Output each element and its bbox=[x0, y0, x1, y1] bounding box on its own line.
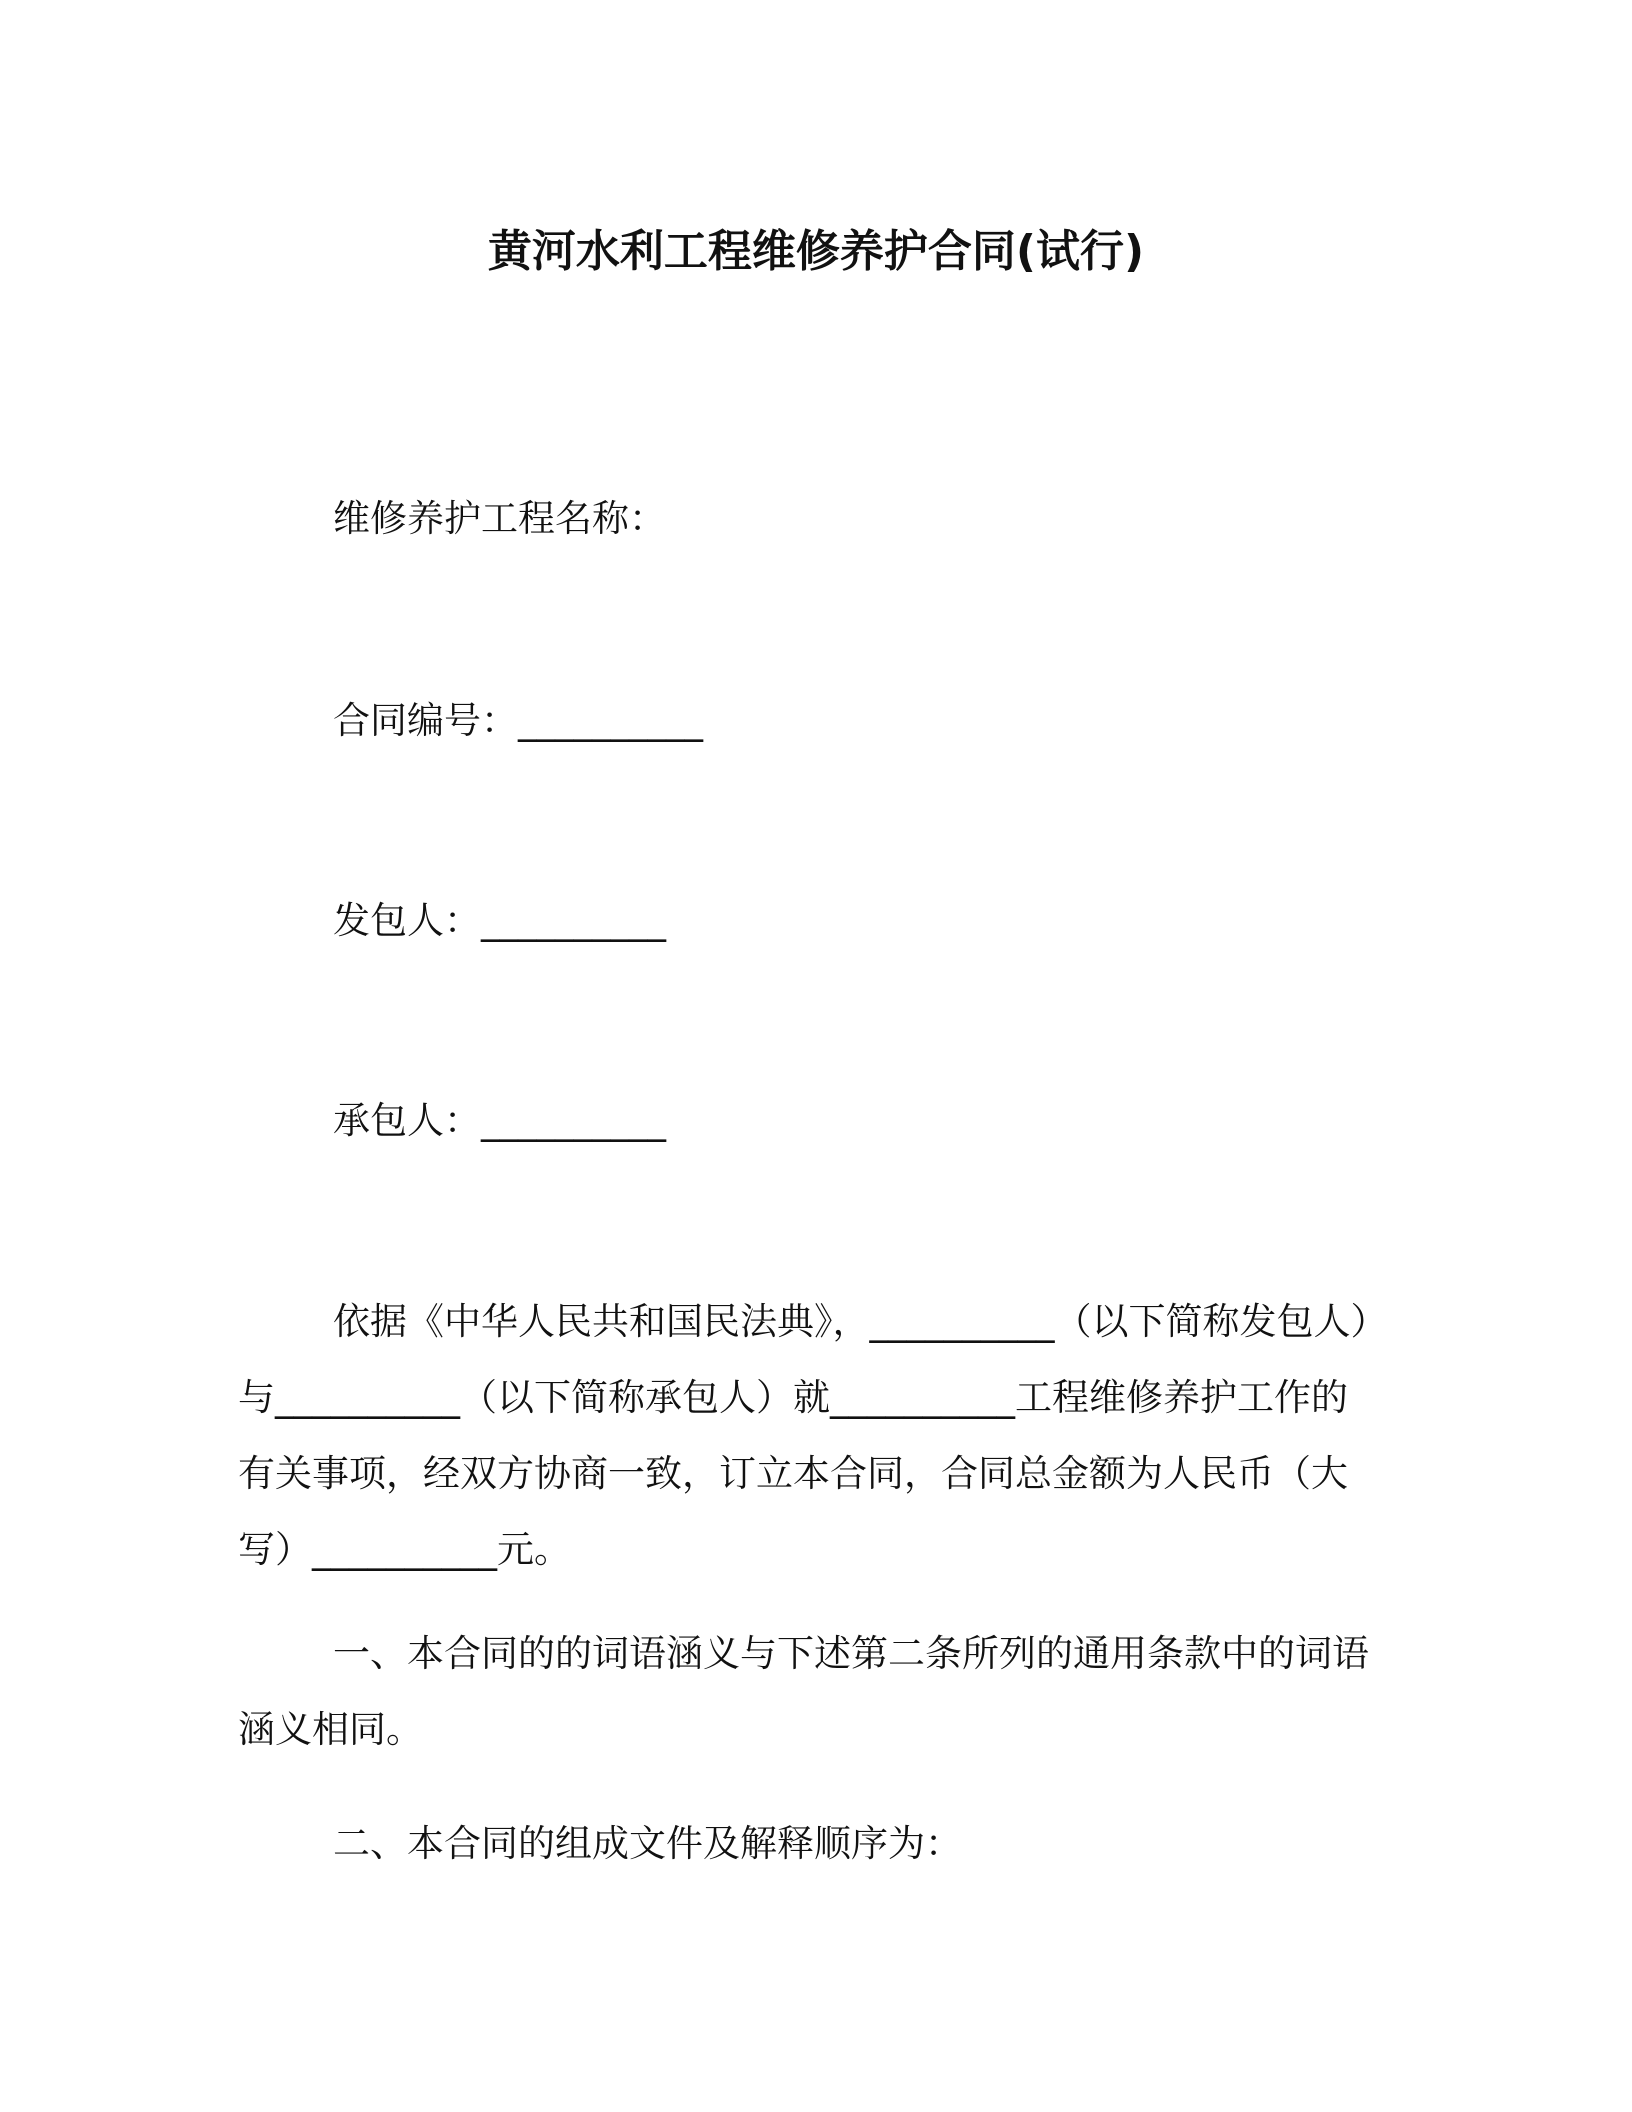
clause-1-paragraph bbox=[238, 1616, 1398, 1768]
document-title: 黄河水利工程维修养护合同(试行) bbox=[487, 226, 1145, 277]
clause-2-paragraph bbox=[238, 1806, 1398, 1882]
intro-paragraph bbox=[238, 1284, 1398, 1588]
employer-field: 发包人：__________ bbox=[333, 899, 666, 942]
clause-line: 二、本合同的组成文件及解释顺序为： bbox=[333, 1822, 962, 1865]
contract-number-field: 合同编号：__________ bbox=[333, 699, 703, 742]
intro-line: 有关事项，经双方协商一致，订立本合同，合同总金额为人民币（大 bbox=[238, 1452, 1348, 1495]
clause-line: 一、本合同的的词语涵义与下述第二条所列的通用条款中的词语 bbox=[333, 1632, 1369, 1675]
project-name-field: 维修养护工程名称： bbox=[333, 497, 666, 540]
clause-line: 涵义相同。 bbox=[238, 1708, 423, 1751]
intro-line: 依据《中华人民共和国民法典》，__________（以下简称发包人） bbox=[333, 1300, 1388, 1343]
intro-line: 与__________（以下简称承包人）就__________工程维修养护工作的 bbox=[238, 1376, 1348, 1419]
intro-line: 写）__________元。 bbox=[238, 1528, 571, 1571]
contractor-field: 承包人：__________ bbox=[333, 1099, 666, 1142]
